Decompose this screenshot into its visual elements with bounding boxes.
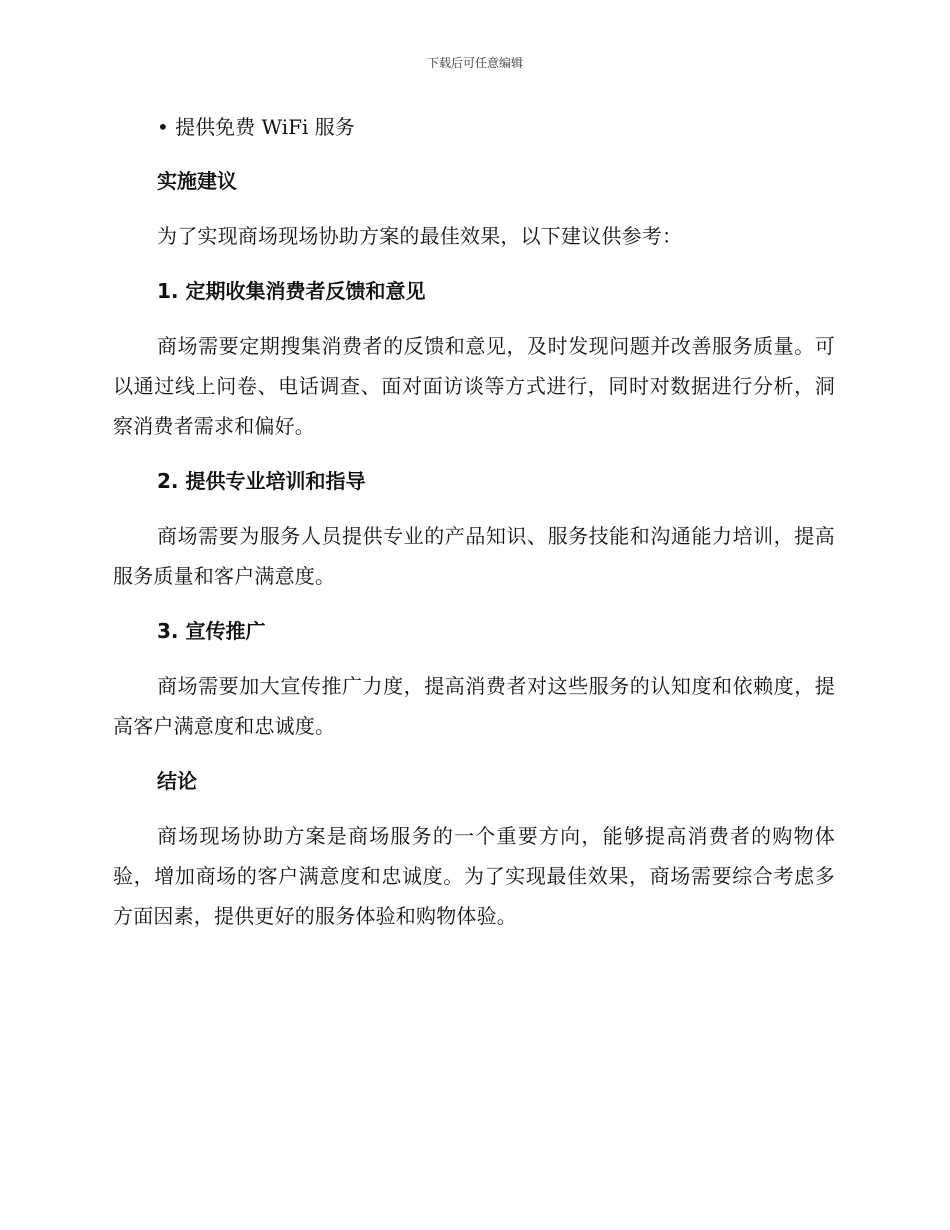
paragraph-conclusion: 商场现场协助方案是商场服务的一个重要方向，能够提高消费者的购物体验，增加商场的客户满意度和忠诚度。为了实现最佳效果，商场需要综合考虑多方面因素，提供更好的服务体验和购物体验。 bbox=[113, 824, 835, 928]
paragraph-promotion: 商场需要加大宣传推广力度，提高消费者对这些服务的认知度和依赖度，提高客户满意度和忠诚度。 bbox=[113, 674, 835, 738]
header-note: 下载后可任意编辑 bbox=[426, 56, 523, 70]
paragraph-intro: 为了实现商场现场协助方案的最佳效果，以下建议供参考： bbox=[157, 224, 683, 248]
bullet-wifi: • 提供免费 WiFi 服务 bbox=[157, 115, 355, 139]
paragraph-feedback: 商场需要定期搜集消费者的反馈和意见，及时发现问题并改善服务质量。可以通过线上问卷、电话调查、面对面访谈等方式进行，同时对数据进行分析，洞察消费者需求和偏好。 bbox=[113, 334, 835, 438]
paragraph-training: 商场需要为服务人员提供专业的产品知识、服务技能和沟通能力培训，提高服务质量和客户满意度。 bbox=[113, 524, 835, 588]
heading-training: 2. 提供专业培训和指导 bbox=[157, 469, 366, 493]
heading-feedback: 1. 定期收集消费者反馈和意见 bbox=[157, 279, 426, 303]
heading-implementation: 实施建议 bbox=[157, 169, 237, 193]
heading-conclusion: 结论 bbox=[157, 769, 197, 793]
document-body bbox=[113, 108, 835, 936]
heading-promotion: 3. 宣传推广 bbox=[157, 619, 266, 643]
